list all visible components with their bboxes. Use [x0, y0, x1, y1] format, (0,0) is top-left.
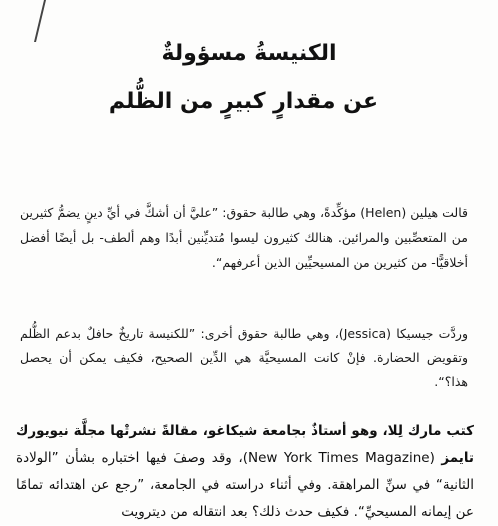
chapter-title-line-1: الكنيسةُ مسؤولةٌ: [161, 41, 337, 66]
paragraph-mark-lilla-text: (New York Times Magazine)، وقد وصفَ فيها اختباره بشأن ”الولادة الثانية“ في سنِّ المراهقة. وفي أثناء دراسته في الجامعة، ”رجع عن اهتدائه تمامًا عن إيمانه المسيحيِّ“. فكيف حدث ذلك؟ بعد انتقاله من ديترويت: [16, 450, 474, 520]
paragraph-helen-quote: قالت هيلين (Helen) مؤكِّدةً، وهي طالبة حقوق: ”عليَّ أن أشكَّ في أيِّ دينٍ يضمُّ كثيرين من المتعصِّبين والمرائين. هنالك كثيرون ليسوا مُتديِّنين أبدًا وهم ألطف- بل أيضًا أفضل أخلاقيًّا- من كثيرين من المسيحيِّين الذين أعرفهم“.: [20, 205, 469, 270]
paragraph-mark-lilla-bold-lead: كتب مارك لِلا، وهو أستاذٌ بجامعة شيكاغو، مقالةً نشرتْها مجلَّة نيويورك تايمز: [16, 423, 474, 466]
paragraph-jessica-quote: وردَّت جيسيكا (Jessica)، وهي طالبة حقوق أخرى: ”للكنيسة تاريخٌ حافلٌ بدعم الظُّلم وتقويض الحضارة. فإنْ كانت المسيحيَّة هي الدِّين الصحيح، فكيف يمكن أن يحصل هذا؟“.: [20, 326, 468, 389]
corner-ink-mark: [30, 0, 48, 46]
chapter-title-line-2: عن مقدارٍ كبيرٍ من الظُّلم: [108, 89, 378, 114]
paragraph-mark-lilla: [16, 418, 474, 526]
